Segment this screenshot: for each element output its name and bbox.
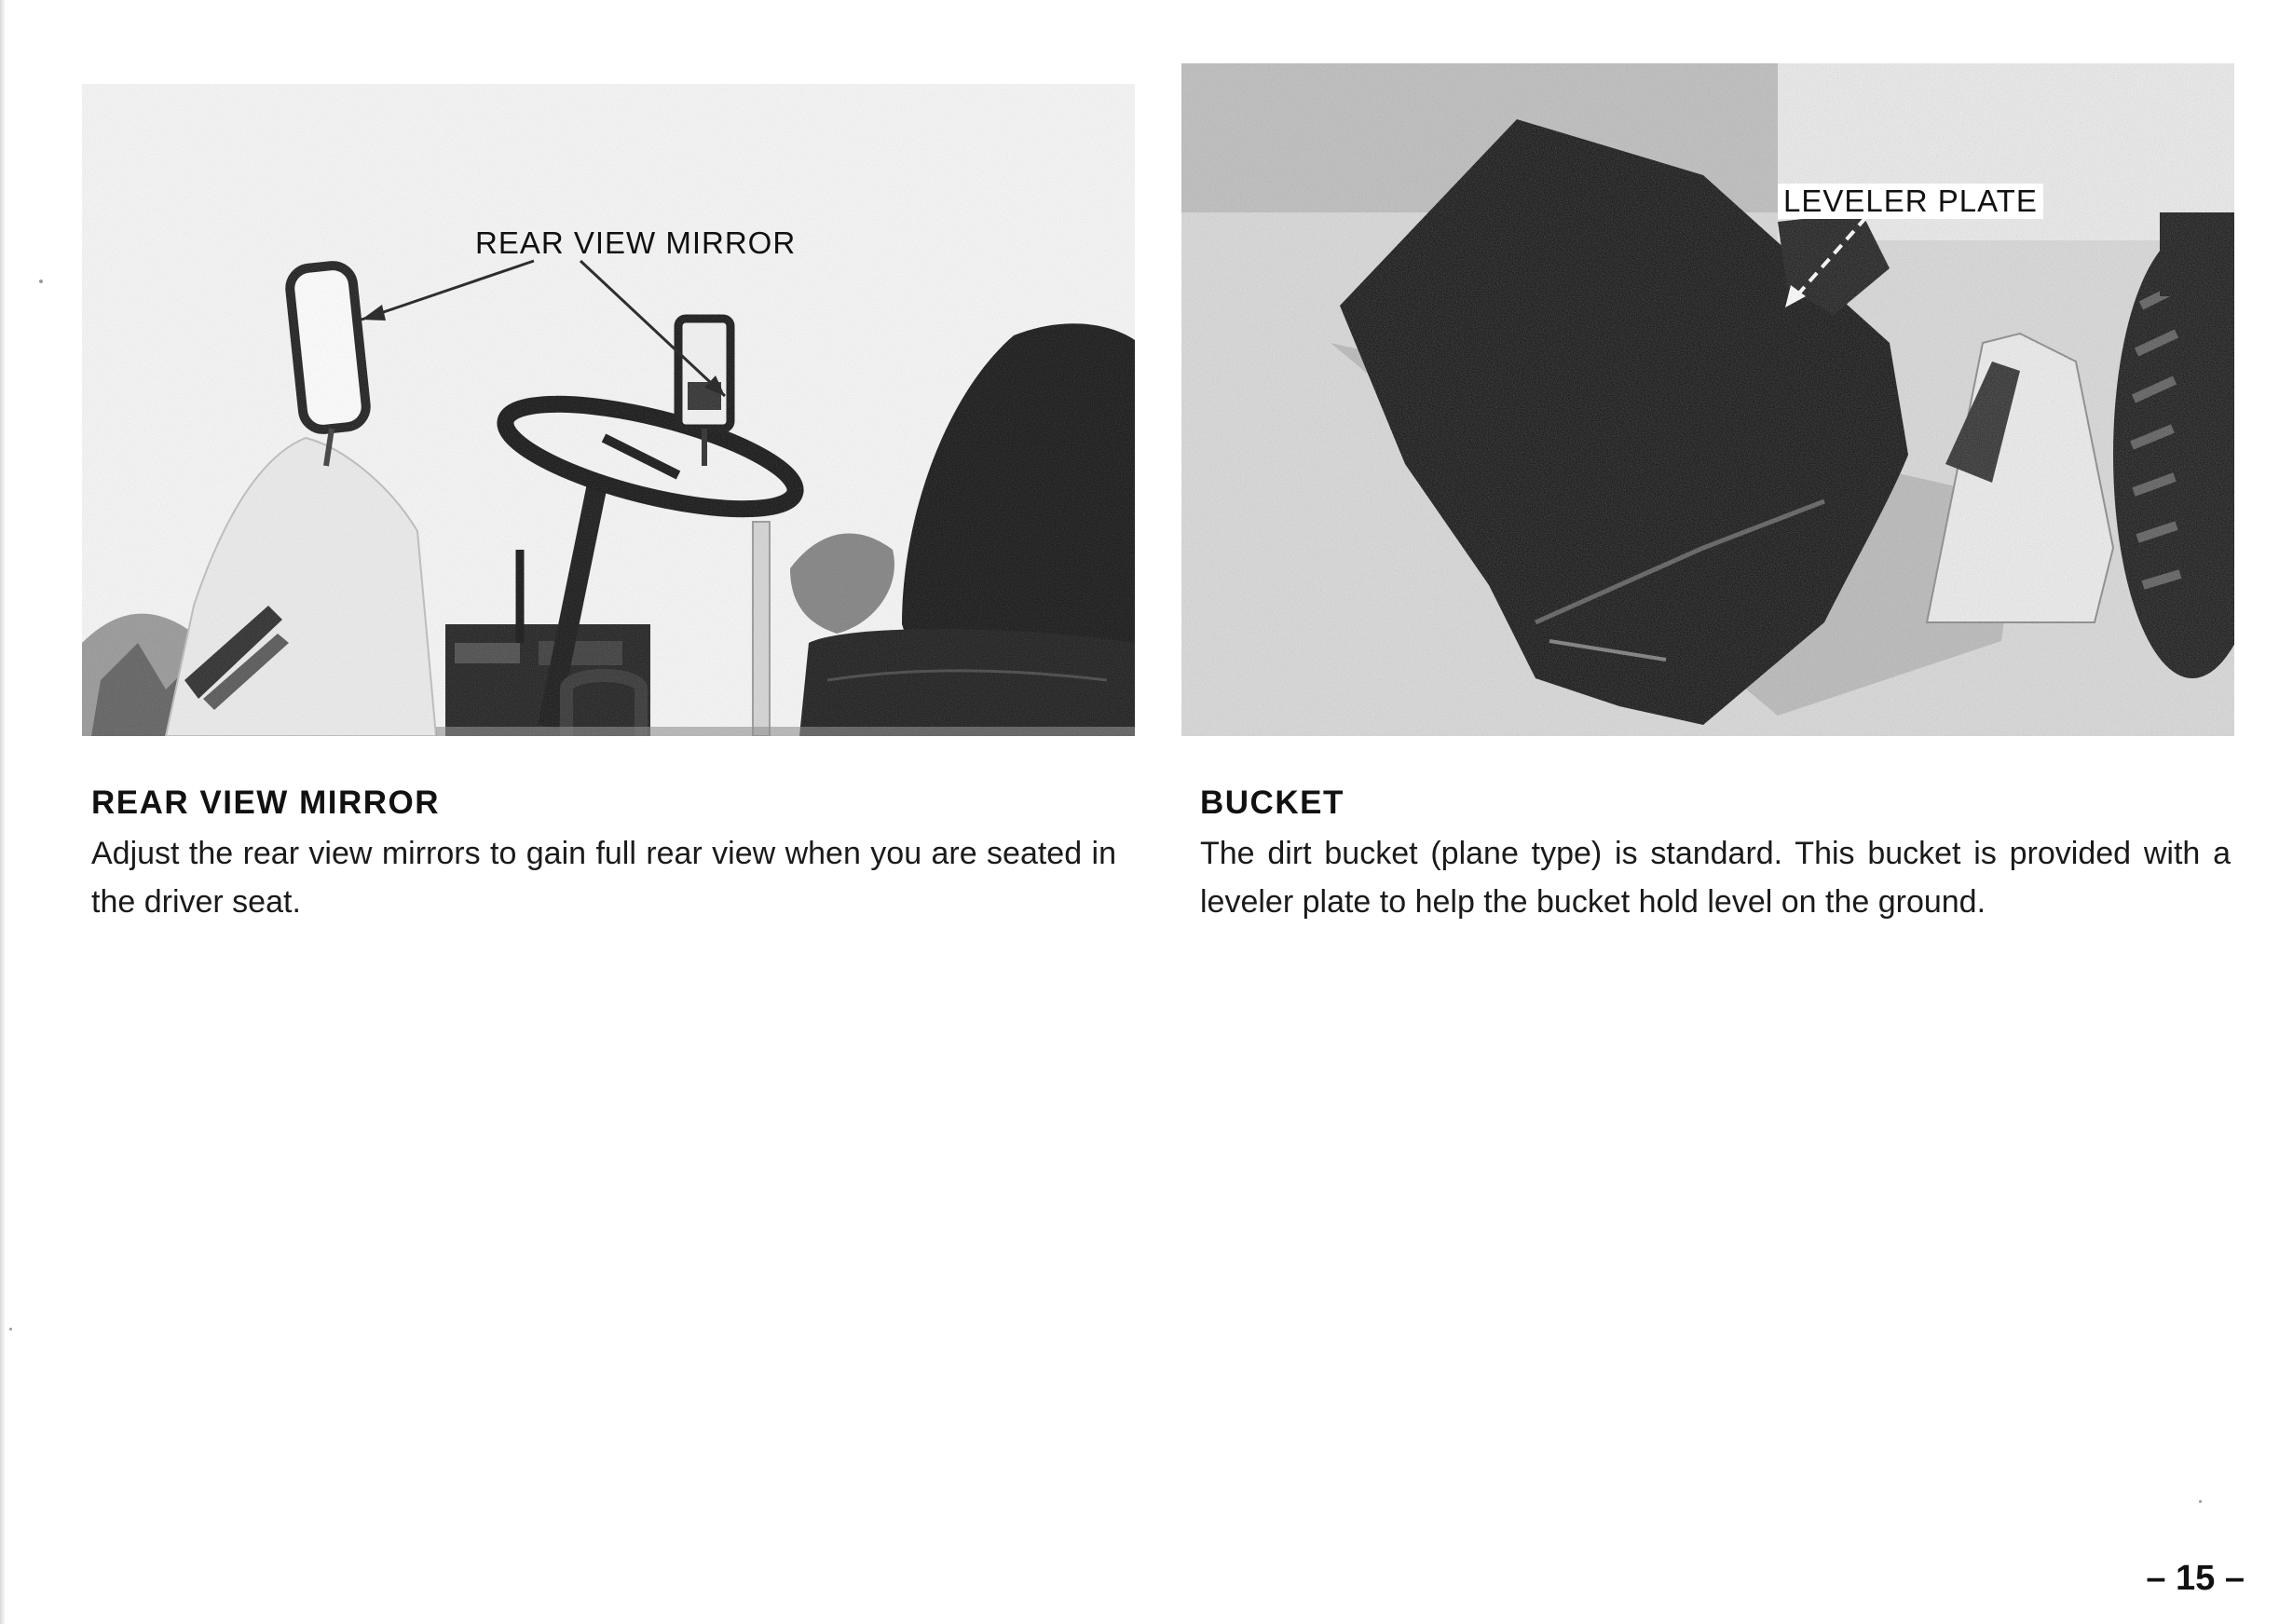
scan-speck xyxy=(9,1328,12,1331)
bucket-heading: BUCKET xyxy=(1200,785,1344,821)
scan-speck xyxy=(2199,1500,2202,1503)
rear-view-mirror-callout: REAR VIEW MIRROR xyxy=(475,225,797,260)
bucket-photo xyxy=(1181,63,2234,736)
scan-speck xyxy=(39,280,43,283)
page-number: – 15 – xyxy=(2146,1559,2245,1598)
page-edge xyxy=(0,0,6,1624)
rear-view-mirror-body: Adjust the rear view mirrors to gain full rear view when you are seated in the driver seat. xyxy=(91,836,1116,920)
rear-view-mirror-heading: REAR VIEW MIRROR xyxy=(91,785,440,821)
rear-view-mirror-photo xyxy=(82,84,1135,736)
bucket-section xyxy=(1200,785,2231,926)
bucket-body: The dirt bucket (plane type) is standard. This bucket is provided with a leveler plate to help the bucket hold level on the ground. xyxy=(1200,836,2231,920)
leveler-plate-callout: LEVELER PLATE xyxy=(1778,184,2043,219)
rear-view-mirror-section xyxy=(91,785,1163,926)
